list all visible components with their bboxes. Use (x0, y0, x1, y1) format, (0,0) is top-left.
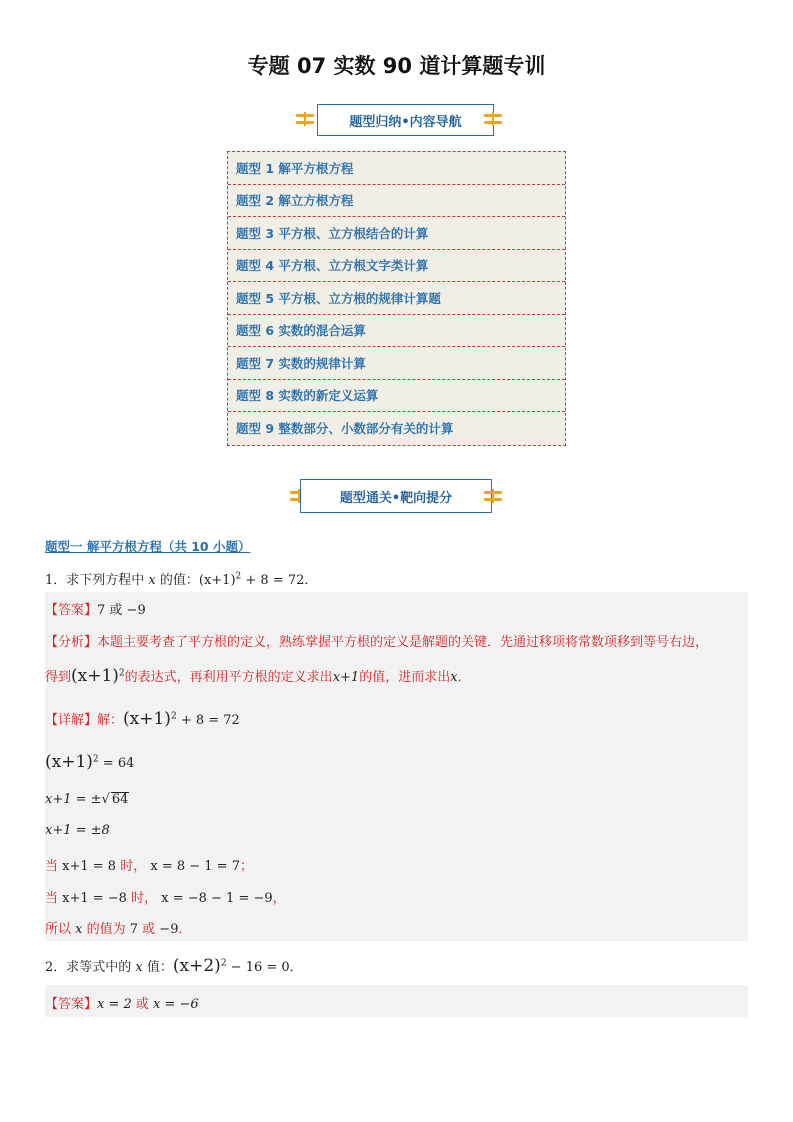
q2-eq-exp: 2 (220, 958, 227, 969)
sqrt-icon: √ (101, 792, 110, 807)
q1-analysis-label: 【分析】 (45, 635, 98, 650)
q1-analysis-line2 (45, 666, 471, 686)
q1-case1-d: x = 8 − 1 = 7 (146, 859, 240, 874)
topic-nav-list (227, 151, 566, 446)
q1-case2-e: ， (272, 891, 286, 906)
q1-case1-a: 当 (45, 859, 63, 874)
q1-case1-e: ； (239, 859, 253, 874)
nav-item-1[interactable]: 题型 1 解平方根方程 (228, 152, 565, 185)
q1-step4 (45, 823, 110, 838)
q1-solution-box (45, 592, 748, 941)
banner-nav: 题型归纳•内容导航 (317, 104, 494, 136)
nav-item-3[interactable]: 题型 3 平方根、立方根结合的计算 (228, 217, 565, 250)
q1-conc-a: 所以 (45, 922, 76, 937)
q1-conc-f: −9 (159, 922, 179, 937)
q2-answer-b: 或 (131, 997, 154, 1012)
q1-var: x (148, 573, 156, 588)
q1-conc-g: ． (178, 922, 192, 937)
q1-analysis-line1 (45, 631, 708, 650)
q2-answer-label: 【答案】 (45, 997, 98, 1012)
q1-eq-rest: + 8 = 72． (241, 573, 318, 588)
q1-prefix: 1．求下列方程中 (45, 573, 149, 588)
q1-mid: 的值： (155, 573, 199, 588)
q2-eq-base: (x+2) (172, 956, 221, 976)
page-title: 专题 07 实数 90 道计算题专训 (247, 54, 546, 78)
q1-detail-prefix: 解： (97, 713, 124, 728)
nav-item-6[interactable]: 题型 6 实数的混合运算 (228, 315, 565, 348)
banner-right-decoration-icon (484, 112, 502, 126)
q1-case2-a: 当 (45, 891, 63, 906)
q1-case1-c: 时， (116, 859, 147, 874)
q1-answer-label: 【答案】 (45, 603, 98, 618)
q1-step2 (45, 752, 134, 772)
q1-step1-exp: 2 (170, 711, 177, 722)
section-heading-1[interactable]: 题型一 解平方根方程（共 10 小题） (45, 539, 251, 554)
q1-detail (45, 709, 240, 729)
question-1 (45, 569, 317, 588)
q1-step2-exp: 2 (92, 754, 99, 765)
q1-answer-value: 7 或 −9 (97, 603, 146, 618)
q1-eq-exp: 2 (235, 571, 242, 582)
q2-answer-c: x = −6 (153, 997, 199, 1012)
q1-step3 (45, 792, 129, 807)
q1-conc-b: x (75, 922, 83, 937)
q2-answer-a: x = 2 (97, 997, 132, 1012)
nav-item-8[interactable]: 题型 8 实数的新定义运算 (228, 380, 565, 413)
q1-analysis-exp: 2 (118, 668, 125, 679)
q1-conclusion (45, 918, 191, 937)
q1-analysis-b: 的表达式，再利用平方根的定义求出 (124, 670, 333, 685)
banner-practice: 题型通关•靶向提分 (300, 479, 492, 513)
q1-analysis-text: 本题主要考查了平方根的定义，熟练掌握平方根的定义是解题的关键．先通过移项将常数项移到等号右边， (97, 635, 709, 650)
q1-case2-b: x+1 = −8 (62, 891, 127, 906)
q2-mid: 值： (142, 960, 173, 975)
q1-case2-c: 时， (126, 891, 158, 906)
q1-detail-label: 【详解】 (45, 713, 98, 728)
banner-left-decoration-icon (296, 112, 314, 126)
q1-analysis-a: 得到 (45, 670, 72, 685)
q2-eq-rest: − 16 = 0． (226, 960, 303, 975)
q1-step2-rest: = 64 (98, 756, 135, 771)
banner2-right-decoration-icon (484, 489, 502, 503)
q1-case1 (45, 855, 253, 874)
nav-item-9[interactable]: 题型 9 整数部分、小数部分有关的计算 (236, 421, 454, 437)
q1-analysis-x: x (450, 670, 458, 685)
q1-step2-base: (x+1) (45, 752, 93, 772)
q1-conc-e: 或 (138, 922, 160, 937)
q1-answer (45, 599, 146, 618)
q2-prefix: 2．求等式中的 (45, 960, 136, 975)
q1-case1-b: x+1 = 8 (62, 859, 117, 874)
q1-step3-radicand: 64 (111, 792, 129, 807)
q1-conc-d: 7 (129, 922, 139, 937)
nav-item-4[interactable]: 题型 4 平方根、立方根文字类计算 (228, 250, 565, 283)
q1-analysis-end: ． (457, 670, 471, 685)
q1-conc-c: 的值为 (82, 922, 130, 937)
q2-solution-box (45, 985, 748, 1017)
nav-item-5[interactable]: 题型 5 平方根、立方根的规律计算题 (228, 282, 565, 315)
q1-step1-rest: + 8 = 72 (176, 713, 240, 728)
q2-answer (45, 993, 199, 1012)
q1-step4-text: x+1 = ±8 (45, 823, 110, 838)
q1-case2 (45, 887, 286, 906)
q2-var: x (135, 960, 143, 975)
nav-item-2[interactable]: 题型 2 解立方根方程 (228, 185, 565, 218)
q1-analysis-expr: (x+1) (71, 666, 119, 686)
q1-step3-left: x+1 = ± (45, 792, 102, 807)
q1-step1-base: (x+1) (123, 709, 171, 729)
nav-item-7[interactable]: 题型 7 实数的规律计算 (228, 347, 565, 380)
q1-case2-d: x = −8 − 1 = −9 (157, 891, 273, 906)
q1-eq-base: (x+1) (198, 573, 236, 588)
q1-analysis-x1: x+1 (332, 670, 360, 685)
question-2 (45, 956, 303, 976)
q1-analysis-c: 的值，进而求出 (359, 670, 451, 685)
